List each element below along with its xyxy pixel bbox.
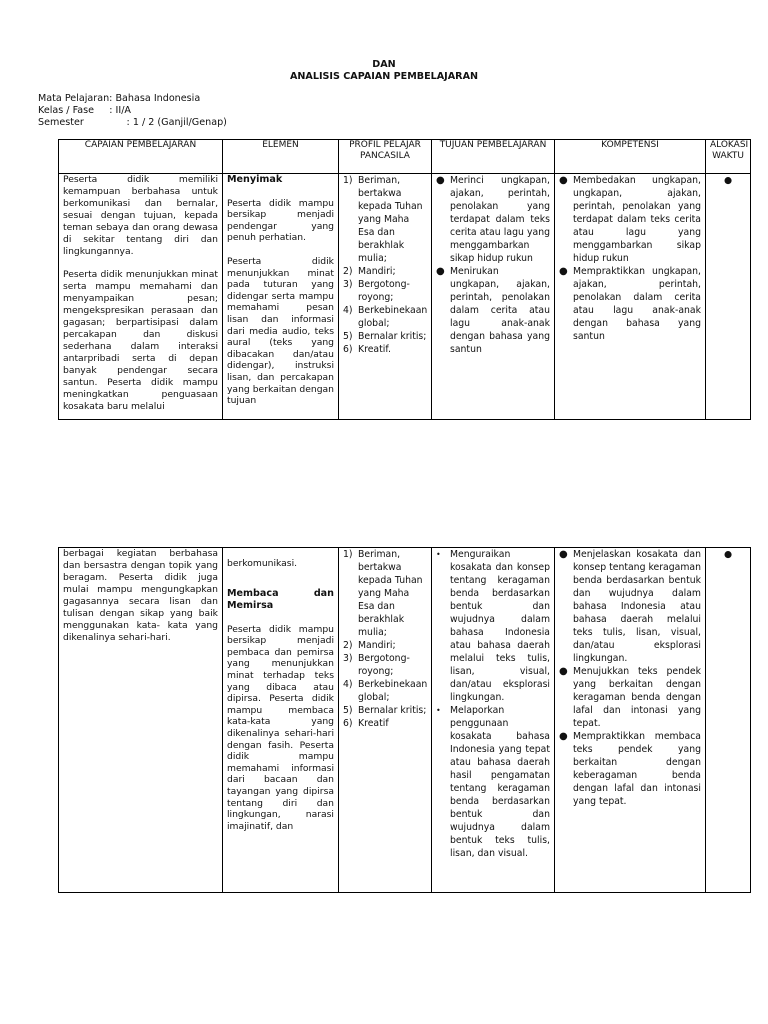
list-item: ● Mempraktikkan membaca teks pendek yang berkaitan dengan keberagaman benda dengan lafal dan intonasi yang tepat. <box>559 731 701 807</box>
alokasi-cell <box>706 174 751 420</box>
list-item: 6) Kreatif. <box>343 344 391 355</box>
cp-paragraph-2: Peserta didik menunjukkan minat serta mampu memahami dan menyampaikan pesan; mengekspresikan perasaan dan gagasan; berpartisipasi dalam percakapan dan diskusi sederhana dalam interaksi antarpribadi serta di depan banyak pendengar secara santun. Peserta didik mampu meningkatkan penguasaan kosakata baru melalui <box>63 269 218 412</box>
list-item: ● Menjelaskan kosakata dan konsep tentang keragaman benda berdasarkan bentuk dan wujudnya dalam bahasa Indonesia atau bahasa daerah melalui teks tulis, lisan, visual, dan/atau eksplorasi lingkungan. <box>559 549 701 664</box>
list-item: 3) Bergotong-royong; <box>343 279 410 303</box>
header-kompetensi: KOMPETENSI <box>555 140 706 174</box>
meta-class: Kelas / Fase : II/A <box>38 105 131 116</box>
list-item: 4) Berkebinekaan global; <box>343 679 428 703</box>
meta-subject: Mata Pelajaran: Bahasa Indonesia <box>38 93 201 104</box>
list-item: 5) Bernalar kritis; <box>343 705 427 716</box>
list-item: • Melaporkan penggunaan kosakata bahasa Indonesia yang tepat atau bahasa daerah hasil pengamatan tentang keragaman benda berdasarkan bentuk dan wujudnya dalam bentuk teks tulis, lisan, dan visual. <box>436 705 550 859</box>
kompetensi-list <box>559 174 701 343</box>
header-profil: PROFIL PELAJAR PANCASILA <box>339 140 432 174</box>
list-item: 1) Beriman, bertakwa kepada Tuhan yang Maha Esa dan berakhlak mulia; <box>343 175 423 264</box>
elemen-title-menyimak: Menyimak <box>227 174 283 185</box>
header-cp: CAPAIAN PEMBELAJARAN <box>59 140 223 174</box>
list-item: • Menguraikan kosakata dan konsep tentang keragaman benda berdasarkan bentuk dan wujudnya dalam bahasa Indonesia atau bahasa daerah melalui teks tulis, lisan, visual, dan/atau eksplorasi lingkungan. <box>436 549 550 703</box>
cp-cell: berbagai kegiatan berbahasa dan bersastra dengan topik yang beragam. Peserta didik juga mulai mampu mengungkapkan gagasannya secara lisan dan tulisan dengan sikap yang baik menggunakan kata- kata yang dikenalinya sehari-hari. <box>59 548 223 893</box>
tujuan-list <box>436 548 550 860</box>
elemen-paragraph-0: berkomunikasi. <box>227 558 298 569</box>
kompetensi-cell <box>555 548 706 893</box>
profil-list <box>343 548 427 730</box>
table-row <box>59 548 751 893</box>
cp-cell <box>59 174 223 420</box>
header-elemen: ELEMEN <box>223 140 339 174</box>
bullet-icon: ● <box>559 731 568 742</box>
bullet-icon: ● <box>559 666 568 677</box>
analysis-table-part1 <box>58 139 751 420</box>
bullet-icon: • <box>436 706 441 715</box>
elemen-cell <box>223 548 339 893</box>
analysis-table-part2 <box>58 547 751 893</box>
profil-list <box>343 174 427 356</box>
bullet-icon: ● <box>723 175 733 186</box>
tujuan-cell <box>432 548 555 893</box>
tujuan-cell <box>432 174 555 420</box>
alokasi-cell <box>706 548 751 893</box>
document-title-line1: DAN <box>372 59 396 70</box>
list-item: ● Membedakan ungkapan, ungkapan, ajakan, perintah, penolakan yang terdapat dalam teks cerita atau lagu yang menggambarkan sikap hidup rukun <box>559 175 701 264</box>
bullet-icon: ● <box>559 266 568 277</box>
header-alokasi: ALOKASI WAKTU <box>706 140 751 174</box>
list-item: ● Menirukan ungkapan, ajakan, perintah, penolakan dalam cerita atau lagu anak-anak dengan bahasa yang santun <box>436 266 550 355</box>
list-item: ● Merinci ungkapan, ajakan, perintah, penolakan yang terdapat dalam teks cerita atau lagu yang menggambarkan sikap hidup rukun <box>436 175 550 264</box>
list-item: 3) Bergotong-royong; <box>343 653 410 677</box>
list-item: 4) Berkebinekaan global; <box>343 305 428 329</box>
list-item: 2) Mandiri; <box>343 640 396 651</box>
list-item: ● Mempraktikkan ungkapan, ajakan, perintah, penolakan dalam cerita atau lagu anak-anak dengan bahasa yang santun <box>559 266 701 342</box>
profil-cell <box>339 548 432 893</box>
kompetensi-list <box>559 548 701 808</box>
list-item: 2) Mandiri; <box>343 266 396 277</box>
cp-paragraph-1: Peserta didik memiliki kemampuan berbahasa untuk berkomunikasi dan bernalar, sesuai dengan tujuan, kepada teman sebaya dan orang dewasa di sekitar tentang diri dan lingkungannya. <box>63 174 218 257</box>
elemen-title-membaca: Membaca dan Memirsa <box>227 587 334 611</box>
elemen-paragraph-1: Peserta didik mampu bersikap menjadi pembaca dan pemirsa yang menunjukkan minat terhadap teks yang dibaca atau dipirsa. Peserta didik mampu membaca kata-kata yang dikenalinya sehari-hari dengan fasih. Peserta didik mampu memahami informasi dari bacaan dan tayangan yang dipirsa tentang diri dan lingkungan, narasi imajinatif, dan <box>227 623 334 832</box>
bullet-icon: ● <box>559 175 568 186</box>
meta-block <box>38 93 227 129</box>
elemen-paragraph-1: Peserta didik mampu bersikap menjadi pendengar yang penuh perhatian. <box>227 197 334 244</box>
elemen-cell <box>223 174 339 420</box>
document-title-line2: ANALISIS CAPAIAN PEMBELAJARAN <box>289 71 479 82</box>
table-row <box>59 174 751 420</box>
bullet-icon: ● <box>723 549 733 560</box>
list-item: 6) Kreatif <box>343 718 389 729</box>
bullet-icon: ● <box>436 266 445 277</box>
bullet-icon: ● <box>436 175 445 186</box>
table-header-row <box>59 140 751 174</box>
list-item: ● Menujukkan teks pendek yang berkaitan dengan keragaman benda dengan lafal dan intonasi yang tepat. <box>559 666 701 729</box>
elemen-paragraph-2: Peserta didik menunjukkan minat pada tuturan yang didengar serta mampu memahami pesan lisan dan informasi dari media audio, teks aural (teks yang dibacakan dan/atau didengar), instruksi lisan, dan percakapan yang berkaitan dengan tujuan <box>227 255 334 407</box>
bullet-icon: ● <box>559 549 568 560</box>
kompetensi-cell <box>555 174 706 420</box>
bullet-icon: • <box>436 550 441 559</box>
list-item: 1) Beriman, bertakwa kepada Tuhan yang Maha Esa dan berakhlak mulia; <box>343 549 423 638</box>
profil-cell <box>339 174 432 420</box>
tujuan-list <box>436 174 550 356</box>
header-tujuan: TUJUAN PEMBELAJARAN <box>432 140 555 174</box>
list-item: 5) Bernalar kritis; <box>343 331 427 342</box>
meta-semester: Semester : 1 / 2 (Ganjil/Genap) <box>38 117 227 128</box>
